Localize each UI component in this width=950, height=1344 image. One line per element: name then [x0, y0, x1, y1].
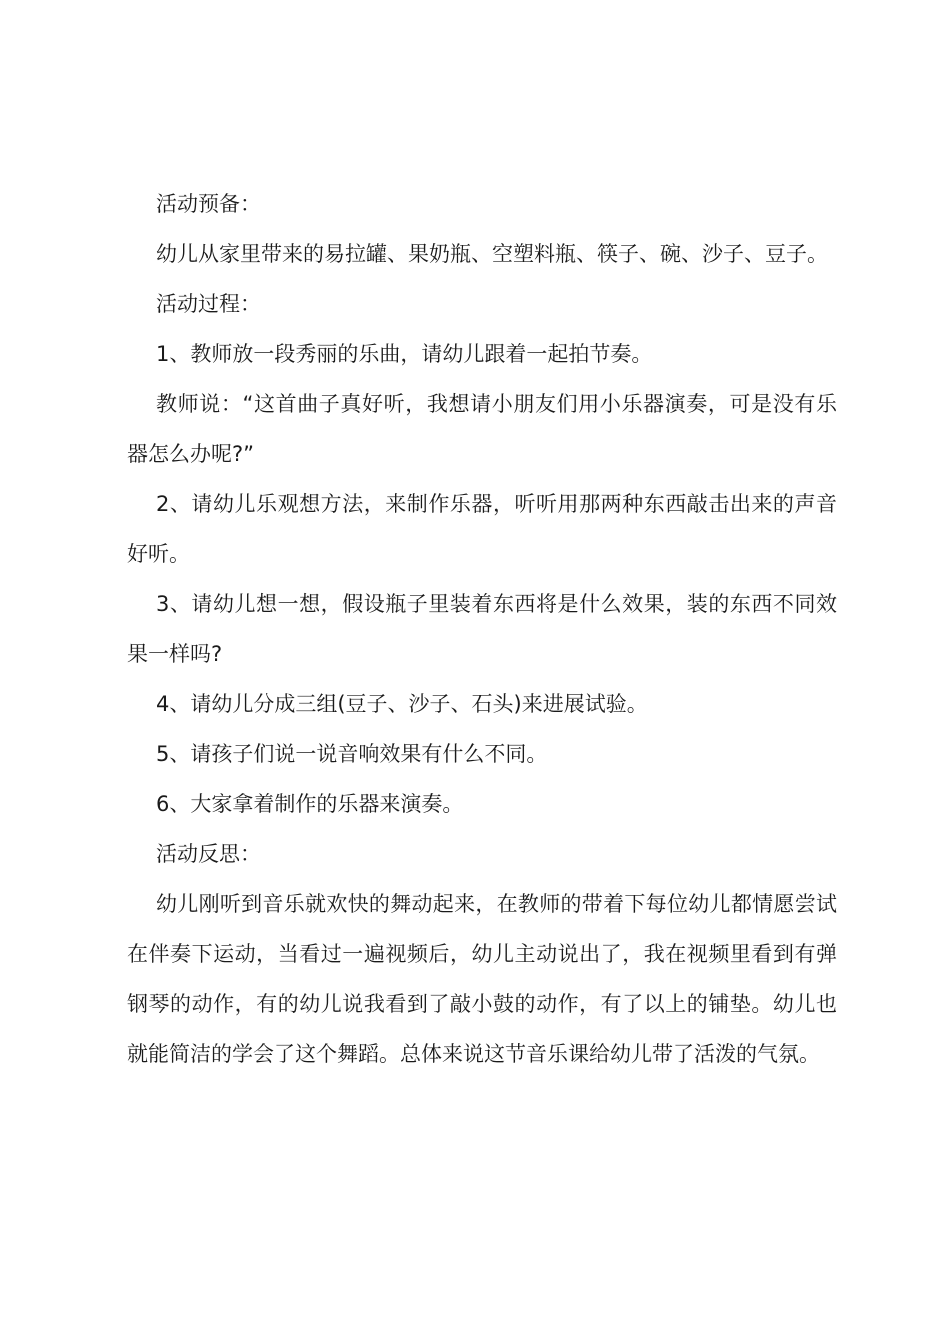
paragraph-materials: 幼儿从家里带来的易拉罐、果奶瓶、空塑料瓶、筷子、碗、沙子、豆子。 — [156, 242, 828, 266]
step-1: 1、教师放一段秀丽的乐曲，请幼儿跟着一起拍节奏。 — [156, 342, 653, 366]
document-body — [127, 179, 837, 1079]
step-3: 3、请幼儿想一想，假设瓶子里装着东西将是什么效果，装的东西不同效果一样吗? — [127, 592, 837, 666]
heading-preparation: 活动预备： — [156, 192, 261, 216]
step-6: 6、大家拿着制作的乐器来演奏。 — [156, 792, 464, 816]
step-2: 2、请幼儿乐观想方法，来制作乐器，听听用那两种东西敲击出来的声音好听。 — [127, 492, 837, 566]
heading-process: 活动过程： — [156, 292, 261, 316]
teacher-quote: 教师说：“这首曲子真好听，我想请小朋友们用小乐器演奏，可是没有乐器怎么办呢?” — [127, 392, 837, 466]
paragraph-reflection: 幼儿刚听到音乐就欢快的舞动起来，在教师的带着下每位幼儿都情愿尝试在伴奏下运动，当看过一遍视频后，幼儿主动说出了，我在视频里看到有弹钢琴的动作，有的幼儿说我看到了敲小鼓的动作，有了以上的铺垫。幼儿也就能简洁的学会了这个舞蹈。总体来说这节音乐课给幼儿带了活泼的气氛。 — [127, 892, 837, 1066]
step-5: 5、请孩子们说一说音响效果有什么不同。 — [156, 742, 548, 766]
step-4: 4、请幼儿分成三组(豆子、沙子、石头)来进展试验。 — [156, 692, 648, 716]
heading-reflection: 活动反思： — [156, 842, 261, 866]
